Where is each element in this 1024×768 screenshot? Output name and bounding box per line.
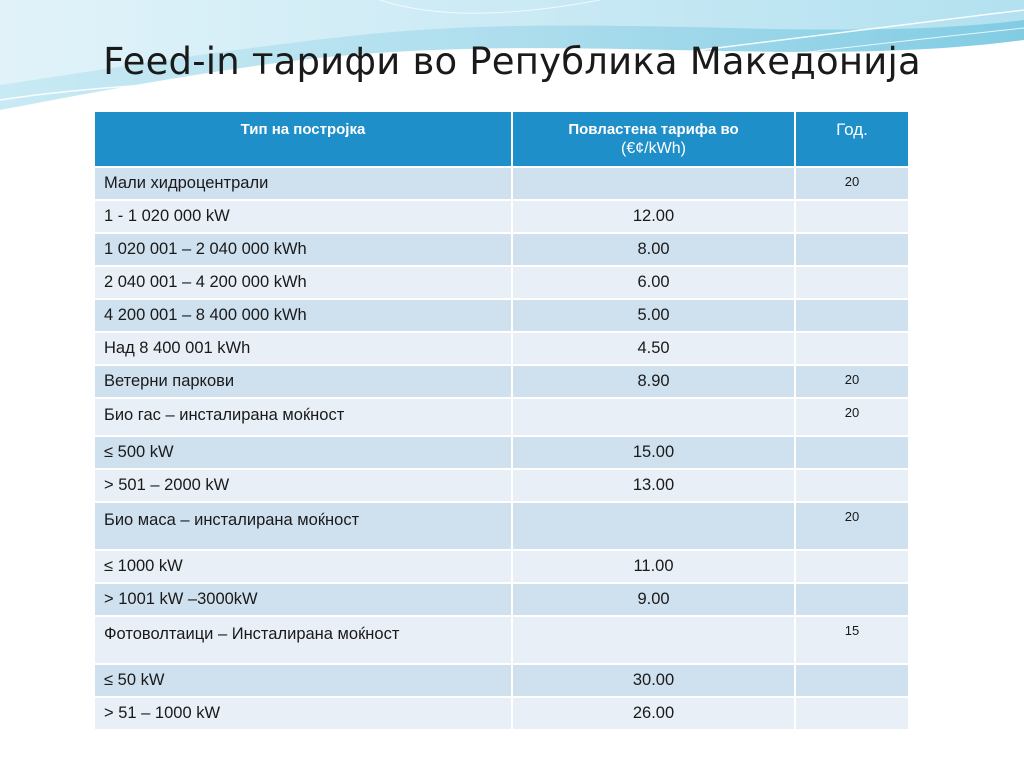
- header-years: Год.: [795, 111, 909, 167]
- table-row: [94, 167, 909, 200]
- plant-type-cell: Фотоволтаици – Инсталирана моќност: [94, 616, 512, 664]
- table-row: [94, 664, 909, 697]
- years-cell: 20: [795, 365, 909, 398]
- table-row: [94, 550, 909, 583]
- tariff-cell: 8.90: [512, 365, 795, 398]
- plant-type-cell: ≤ 50 kW: [94, 664, 512, 697]
- table-row: [94, 502, 909, 550]
- plant-type-cell: ≤ 500 kW: [94, 436, 512, 469]
- plant-type-cell: > 501 – 2000 kW: [94, 469, 512, 502]
- header-plant-type: Тип на постројка: [94, 111, 512, 167]
- years-cell: [795, 697, 909, 730]
- tariff-cell: 30.00: [512, 664, 795, 697]
- table-row: [94, 583, 909, 616]
- years-cell: 20: [795, 167, 909, 200]
- years-cell: [795, 550, 909, 583]
- plant-type-cell: > 1001 kW –3000kW: [94, 583, 512, 616]
- tariff-cell: 6.00: [512, 266, 795, 299]
- years-cell: [795, 200, 909, 233]
- years-cell: 15: [795, 616, 909, 664]
- header-tariff-unit: (€¢/kWh): [621, 140, 686, 157]
- table-header-row: [94, 111, 909, 167]
- tariff-cell: 15.00: [512, 436, 795, 469]
- plant-type-cell: Над 8 400 001 kWh: [94, 332, 512, 365]
- years-cell: [795, 436, 909, 469]
- table-row: [94, 299, 909, 332]
- table-row: [94, 233, 909, 266]
- header-tariff: [512, 111, 795, 167]
- tariff-cell: 4.50: [512, 332, 795, 365]
- years-cell: [795, 233, 909, 266]
- plant-type-cell: 4 200 001 – 8 400 000 kWh: [94, 299, 512, 332]
- years-cell: [795, 332, 909, 365]
- header-tariff-label: Повластена тарифа во: [568, 121, 739, 138]
- table-row: [94, 398, 909, 436]
- years-cell: [795, 664, 909, 697]
- tariff-cell: 8.00: [512, 233, 795, 266]
- tariff-cell: 13.00: [512, 469, 795, 502]
- tariff-cell: [512, 167, 795, 200]
- tariff-cell: 26.00: [512, 697, 795, 730]
- table-row: [94, 266, 909, 299]
- years-cell: 20: [795, 502, 909, 550]
- plant-type-cell: Био гас – инсталирана моќност: [94, 398, 512, 436]
- tariff-cell: 12.00: [512, 200, 795, 233]
- tariff-cell: 9.00: [512, 583, 795, 616]
- table-row: [94, 697, 909, 730]
- years-cell: [795, 266, 909, 299]
- plant-type-cell: > 51 – 1000 kW: [94, 697, 512, 730]
- plant-type-cell: Био маса – инсталирана моќност: [94, 502, 512, 550]
- table-row: [94, 616, 909, 664]
- years-cell: [795, 583, 909, 616]
- table-row: [94, 200, 909, 233]
- plant-type-cell: Ветерни паркови: [94, 365, 512, 398]
- plant-type-cell: ≤ 1000 kW: [94, 550, 512, 583]
- plant-type-cell: 1 020 001 – 2 040 000 kWh: [94, 233, 512, 266]
- tariff-cell: [512, 398, 795, 436]
- table-row: [94, 365, 909, 398]
- tariff-table: [93, 110, 910, 731]
- years-cell: [795, 299, 909, 332]
- table-row: [94, 332, 909, 365]
- table-row: [94, 469, 909, 502]
- years-cell: [795, 469, 909, 502]
- table-row: [94, 436, 909, 469]
- tariff-cell: 5.00: [512, 299, 795, 332]
- tariff-cell: 11.00: [512, 550, 795, 583]
- plant-type-cell: Мали хидроцентрали: [94, 167, 512, 200]
- tariff-cell: [512, 616, 795, 664]
- plant-type-cell: 1 - 1 020 000 kW: [94, 200, 512, 233]
- slide-title: Feed-in тарифи во Република Македонија: [103, 40, 921, 83]
- tariff-cell: [512, 502, 795, 550]
- plant-type-cell: 2 040 001 – 4 200 000 kWh: [94, 266, 512, 299]
- years-cell: 20: [795, 398, 909, 436]
